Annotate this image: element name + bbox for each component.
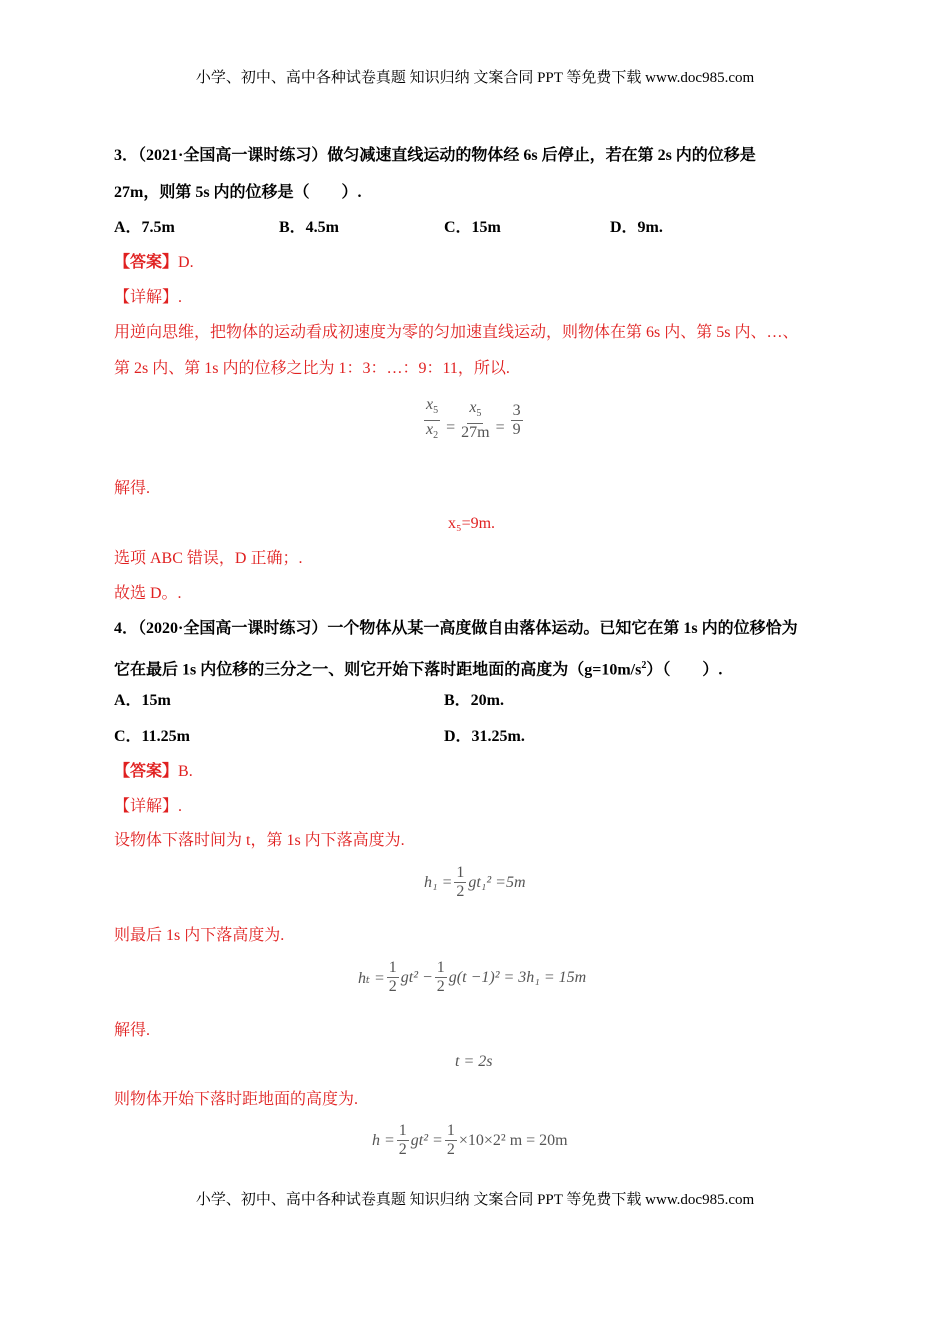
q4-formula-h: h = $\frac{1}{2}$ gt² = $\frac{1}{2}$ ×10×2² m = 20m [372,1122,568,1158]
q4-solve-label: 解得. [114,1022,151,1039]
q4-option-c: C．11.25m [114,728,191,745]
q4-detail-label: 【详解】. [114,798,183,815]
q4-option-b: B．20m. [444,692,505,709]
q3-conclusion: 故选 D。. [114,585,182,602]
q3-detail-label: 【详解】. [114,289,183,306]
page-header: 小学、初中、高中各种试卷真题 知识归纳 文案合同 PPT 等免费下载 www.doc985.com [195,70,755,86]
q4-option-d: D．31.25m. [444,728,525,745]
q4-formula-h1: h₁ = $\frac{1}{2}$ gt₁² =5m [424,864,526,900]
q3-option-b: B．4.5m [279,219,340,236]
q4-explanation-3: 则物体开始下落时距地面的高度为. [114,1091,359,1108]
q4-stem-line2: 它在最后 1s 内位移的三分之一、则它开始下落时距地面的高度为$(g=10m/s^2)$（ ）. [114,660,723,679]
q3-ratio-formula: $\frac{x_5}{x_2}$ = $\frac{x_5}{27m}$ = $\frac{3}{9}$ [426,396,521,442]
q3-explanation-1: 用逆向思维，把物体的运动看成初速度为零的匀加速直线运动，则物体在第 6s 内、第 5s 内、…、 [114,324,799,341]
q3-option-a: A．7.5m [114,219,175,236]
q3-explanation-3: 选项 ABC 错误，D 正确；. [114,550,303,567]
q3-solve-label: 解得. [114,480,151,497]
q3-stem-line1: 3．（2021·全国高一课时练习）做匀减速直线运动的物体经 6s 后停止，若在第 2s 内的位移是 [114,147,756,164]
q4-answer: 【答案】B. [114,763,193,780]
page-footer: 小学、初中、高中各种试卷真题 知识归纳 文案合同 PPT 等免费下载 www.doc985.com [195,1192,755,1208]
q3-explanation-2: 第 2s 内、第 1s 内的位移之比为 1：3：…：9：11，所以. [114,360,510,377]
answer-value: D. [178,254,194,271]
q4-option-a: A．15m [114,692,171,709]
q3-answer [114,253,194,273]
q3-option-c: C．15m [444,219,501,236]
q4-formula-ht: hₜ = $\frac{1}{2}$ gt² − $\frac{1}{2}$ g(t −1)² = 3h₁ = 15m [358,959,587,995]
q4-explanation-1: 设物体下落时间为 t，第 1s 内下落高度为. [114,832,405,849]
q3-result: x₅=9m. [448,515,496,532]
answer-label: 【答案】 [114,254,179,271]
q4-explanation-2: 则最后 1s 内下落高度为. [114,927,285,944]
q4-formula-t: t = 2s [455,1053,493,1070]
q3-stem-line2: 27m，则第 5s 内的位移是（ ）. [114,184,362,201]
q4-stem-line1: 4．（2020·全国高一课时练习）一个物体从某一高度做自由落体运动。已知它在第 1s 内的位移恰为 [114,620,798,637]
q3-option-d: D．9m. [610,219,663,236]
